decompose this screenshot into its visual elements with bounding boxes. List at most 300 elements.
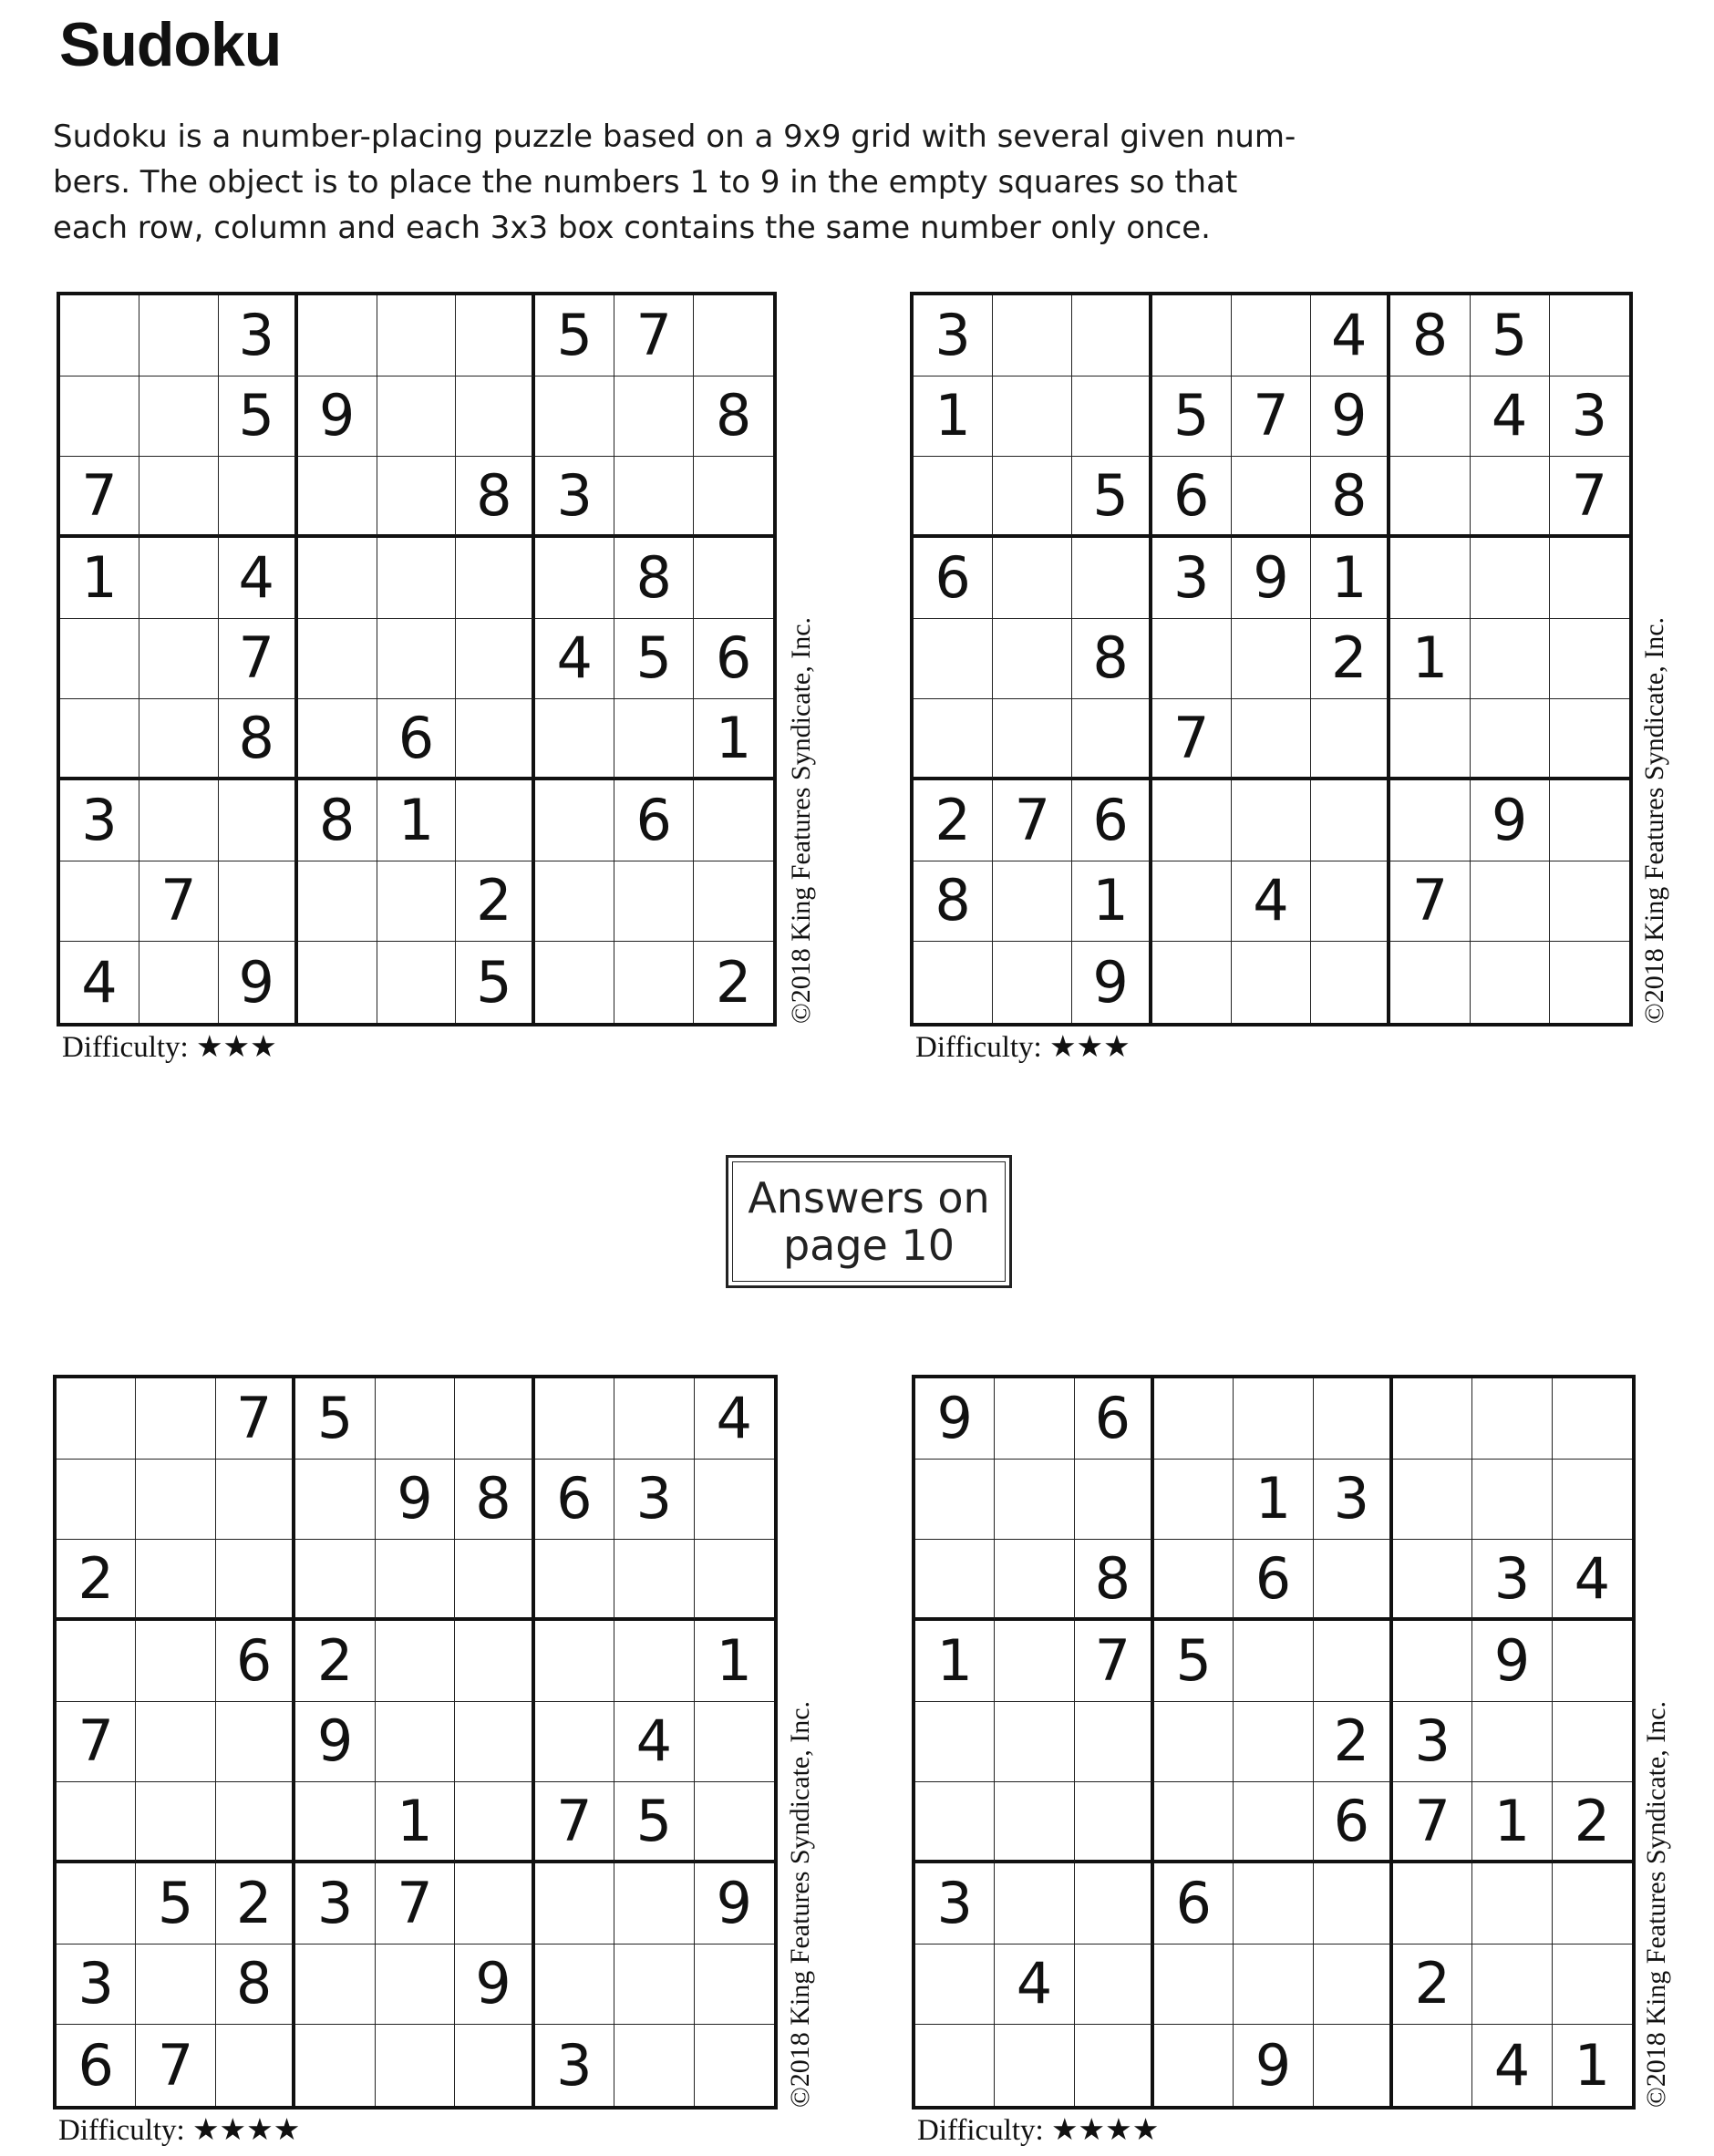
empty-cell[interactable] bbox=[139, 699, 219, 780]
empty-cell[interactable] bbox=[1154, 1540, 1234, 1621]
empty-cell[interactable] bbox=[1472, 1863, 1552, 1945]
empty-cell[interactable] bbox=[216, 1460, 295, 1541]
empty-cell[interactable] bbox=[614, 861, 694, 943]
empty-cell[interactable] bbox=[695, 1782, 774, 1863]
given-cell: 4 bbox=[535, 619, 614, 700]
given-cell: 2 bbox=[57, 1540, 136, 1621]
empty-cell[interactable] bbox=[1072, 538, 1151, 619]
empty-cell[interactable] bbox=[1472, 1945, 1552, 2026]
given-cell: 3 bbox=[1314, 1460, 1393, 1541]
empty-cell[interactable] bbox=[695, 1945, 774, 2026]
empty-cell[interactable] bbox=[995, 2025, 1074, 2106]
empty-cell[interactable] bbox=[377, 861, 457, 943]
given-cell: 4 bbox=[60, 942, 139, 1023]
empty-cell[interactable] bbox=[694, 295, 773, 377]
empty-cell[interactable] bbox=[1234, 1702, 1313, 1783]
empty-cell[interactable] bbox=[216, 1540, 295, 1621]
difficulty-label: Difficulty: ★★★★ bbox=[58, 2114, 301, 2147]
difficulty-label: Difficulty: ★★★ bbox=[915, 1031, 1131, 1064]
empty-cell[interactable] bbox=[295, 1945, 375, 2026]
empty-cell[interactable] bbox=[1154, 1460, 1234, 1541]
empty-cell[interactable] bbox=[136, 1621, 215, 1702]
empty-cell[interactable] bbox=[1072, 699, 1151, 780]
empty-cell[interactable] bbox=[1550, 538, 1629, 619]
given-cell: 5 bbox=[535, 295, 614, 377]
given-cell: 1 bbox=[376, 1782, 455, 1863]
given-cell: 5 bbox=[614, 1782, 694, 1863]
empty-cell[interactable] bbox=[1154, 1702, 1234, 1783]
empty-cell[interactable] bbox=[139, 619, 219, 700]
empty-cell[interactable] bbox=[995, 1460, 1074, 1541]
empty-cell[interactable] bbox=[915, 1540, 995, 1621]
empty-cell[interactable] bbox=[1553, 1863, 1632, 1945]
empty-cell[interactable] bbox=[1553, 1945, 1632, 2026]
empty-cell[interactable] bbox=[1234, 1863, 1313, 1945]
empty-cell[interactable] bbox=[455, 1702, 534, 1783]
sudoku-puzzle-3 bbox=[53, 1375, 778, 2150]
empty-cell[interactable] bbox=[1393, 1378, 1472, 1460]
given-cell: 6 bbox=[1234, 1540, 1313, 1621]
empty-cell[interactable] bbox=[295, 1540, 375, 1621]
empty-cell[interactable] bbox=[1471, 861, 1550, 943]
empty-cell[interactable] bbox=[535, 780, 614, 861]
empty-cell[interactable] bbox=[1232, 457, 1311, 538]
empty-cell[interactable] bbox=[1075, 1863, 1154, 1945]
empty-cell[interactable] bbox=[139, 295, 219, 377]
empty-cell[interactable] bbox=[456, 780, 535, 861]
empty-cell[interactable] bbox=[1471, 538, 1550, 619]
given-cell: 7 bbox=[136, 2025, 215, 2106]
empty-cell[interactable] bbox=[1393, 1460, 1472, 1541]
empty-cell[interactable] bbox=[455, 2025, 534, 2106]
empty-cell[interactable] bbox=[1390, 538, 1470, 619]
empty-cell[interactable] bbox=[219, 780, 298, 861]
empty-cell[interactable] bbox=[377, 538, 457, 619]
empty-cell[interactable] bbox=[1154, 2025, 1234, 2106]
given-cell: 8 bbox=[456, 457, 535, 538]
empty-cell[interactable] bbox=[1390, 377, 1470, 458]
given-cell: 1 bbox=[915, 1621, 995, 1702]
empty-cell[interactable] bbox=[455, 1378, 534, 1460]
empty-cell[interactable] bbox=[993, 538, 1072, 619]
empty-cell[interactable] bbox=[60, 377, 139, 458]
sudoku-grid bbox=[912, 1375, 1636, 2110]
given-cell: 7 bbox=[216, 1378, 295, 1460]
empty-cell[interactable] bbox=[377, 457, 457, 538]
given-cell: 7 bbox=[1075, 1621, 1154, 1702]
empty-cell[interactable] bbox=[1553, 1378, 1632, 1460]
empty-cell[interactable] bbox=[915, 2025, 995, 2106]
empty-cell[interactable] bbox=[136, 1945, 215, 2026]
empty-cell[interactable] bbox=[1550, 619, 1629, 700]
sudoku-puzzle-2 bbox=[910, 292, 1633, 1064]
empty-cell[interactable] bbox=[298, 942, 377, 1023]
empty-cell[interactable] bbox=[216, 1782, 295, 1863]
empty-cell[interactable] bbox=[1311, 780, 1390, 861]
empty-cell[interactable] bbox=[1471, 942, 1550, 1023]
given-cell: 2 bbox=[1393, 1945, 1472, 2026]
empty-cell[interactable] bbox=[1232, 942, 1311, 1023]
empty-cell[interactable] bbox=[377, 619, 457, 700]
empty-cell[interactable] bbox=[1234, 1378, 1313, 1460]
empty-cell[interactable] bbox=[376, 1945, 455, 2026]
empty-cell[interactable] bbox=[995, 1378, 1074, 1460]
empty-cell[interactable] bbox=[298, 295, 377, 377]
empty-cell[interactable] bbox=[535, 538, 614, 619]
empty-cell[interactable] bbox=[136, 1702, 215, 1783]
empty-cell[interactable] bbox=[456, 619, 535, 700]
empty-cell[interactable] bbox=[614, 2025, 694, 2106]
empty-cell[interactable] bbox=[1075, 1460, 1154, 1541]
empty-cell[interactable] bbox=[694, 457, 773, 538]
difficulty-label: Difficulty: ★★★ bbox=[62, 1031, 277, 1064]
given-cell: 2 bbox=[914, 780, 993, 861]
empty-cell[interactable] bbox=[1553, 1621, 1632, 1702]
empty-cell[interactable] bbox=[57, 1460, 136, 1541]
empty-cell[interactable] bbox=[219, 861, 298, 943]
given-cell: 2 bbox=[216, 1863, 295, 1945]
empty-cell[interactable] bbox=[1075, 1782, 1154, 1863]
empty-cell[interactable] bbox=[376, 1378, 455, 1460]
empty-cell[interactable] bbox=[295, 1782, 375, 1863]
given-cell: 3 bbox=[1152, 538, 1232, 619]
empty-cell[interactable] bbox=[376, 1702, 455, 1783]
empty-cell[interactable] bbox=[694, 861, 773, 943]
intro-line: Sudoku is a number-placing puzzle based on a 9x9 grid with several given num- bbox=[53, 119, 1296, 155]
empty-cell[interactable] bbox=[1154, 1378, 1234, 1460]
answers-note-text bbox=[732, 1161, 1006, 1282]
empty-cell[interactable] bbox=[1393, 2025, 1472, 2106]
empty-cell[interactable] bbox=[1550, 295, 1629, 377]
answers-note-line: page 10 bbox=[782, 1221, 955, 1270]
given-cell: 7 bbox=[1390, 861, 1470, 943]
empty-cell[interactable] bbox=[535, 942, 614, 1023]
empty-cell[interactable] bbox=[377, 295, 457, 377]
empty-cell[interactable] bbox=[455, 1540, 534, 1621]
empty-cell[interactable] bbox=[219, 457, 298, 538]
empty-cell[interactable] bbox=[1471, 619, 1550, 700]
given-cell: 9 bbox=[1471, 780, 1550, 861]
given-cell: 1 bbox=[1234, 1460, 1313, 1541]
empty-cell[interactable] bbox=[535, 377, 614, 458]
empty-cell[interactable] bbox=[1314, 2025, 1393, 2106]
empty-cell[interactable] bbox=[915, 1460, 995, 1541]
empty-cell[interactable] bbox=[1550, 699, 1629, 780]
given-cell: 8 bbox=[1072, 619, 1151, 700]
empty-cell[interactable] bbox=[1471, 699, 1550, 780]
empty-cell[interactable] bbox=[139, 538, 219, 619]
copyright-notice: ©2018 King Features Syndicate, Inc. bbox=[1639, 616, 1669, 1024]
empty-cell[interactable] bbox=[535, 1863, 614, 1945]
empty-cell[interactable] bbox=[535, 861, 614, 943]
empty-cell[interactable] bbox=[1154, 1782, 1234, 1863]
empty-cell[interactable] bbox=[57, 1621, 136, 1702]
empty-cell[interactable] bbox=[376, 1540, 455, 1621]
empty-cell[interactable] bbox=[535, 699, 614, 780]
given-cell: 7 bbox=[139, 861, 219, 943]
empty-cell[interactable] bbox=[298, 699, 377, 780]
empty-cell[interactable] bbox=[535, 1621, 614, 1702]
empty-cell[interactable] bbox=[455, 1863, 534, 1945]
empty-cell[interactable] bbox=[1314, 1863, 1393, 1945]
empty-cell[interactable] bbox=[695, 1460, 774, 1541]
empty-cell[interactable] bbox=[376, 2025, 455, 2106]
empty-cell[interactable] bbox=[1390, 457, 1470, 538]
empty-cell[interactable] bbox=[216, 1702, 295, 1783]
given-cell: 5 bbox=[295, 1378, 375, 1460]
given-cell: 2 bbox=[1311, 619, 1390, 700]
given-cell: 1 bbox=[695, 1621, 774, 1702]
empty-cell[interactable] bbox=[1390, 942, 1470, 1023]
given-cell: 1 bbox=[60, 538, 139, 619]
given-cell: 3 bbox=[614, 1460, 694, 1541]
empty-cell[interactable] bbox=[1393, 1540, 1472, 1621]
copyright-notice: ©2018 King Features Syndicate, Inc. bbox=[1641, 1700, 1671, 2108]
empty-cell[interactable] bbox=[695, 1540, 774, 1621]
empty-cell[interactable] bbox=[1072, 295, 1151, 377]
given-cell: 9 bbox=[1311, 377, 1390, 458]
empty-cell[interactable] bbox=[614, 942, 694, 1023]
intro-line: each row, column and each 3x3 box contains the same number only once. bbox=[53, 210, 1211, 246]
given-cell: 8 bbox=[614, 538, 694, 619]
empty-cell[interactable] bbox=[1232, 619, 1311, 700]
answers-note-line: Answers on bbox=[748, 1173, 990, 1222]
empty-cell[interactable] bbox=[1234, 1945, 1313, 2026]
empty-cell[interactable] bbox=[614, 1540, 694, 1621]
empty-cell[interactable] bbox=[1152, 780, 1232, 861]
empty-cell[interactable] bbox=[1152, 619, 1232, 700]
empty-cell[interactable] bbox=[1234, 1621, 1313, 1702]
empty-cell[interactable] bbox=[456, 699, 535, 780]
empty-cell[interactable] bbox=[995, 1540, 1074, 1621]
answers-note-box bbox=[726, 1155, 1012, 1288]
given-cell: 8 bbox=[1390, 295, 1470, 377]
empty-cell[interactable] bbox=[60, 619, 139, 700]
empty-cell[interactable] bbox=[535, 1540, 614, 1621]
empty-cell[interactable] bbox=[377, 942, 457, 1023]
empty-cell[interactable] bbox=[915, 1945, 995, 2026]
given-cell: 1 bbox=[1390, 619, 1470, 700]
empty-cell[interactable] bbox=[1393, 1863, 1472, 1945]
empty-cell[interactable] bbox=[1472, 1702, 1552, 1783]
empty-cell[interactable] bbox=[1154, 1945, 1234, 2026]
empty-cell[interactable] bbox=[995, 1782, 1074, 1863]
empty-cell[interactable] bbox=[614, 1863, 694, 1945]
empty-cell[interactable] bbox=[455, 1621, 534, 1702]
empty-cell[interactable] bbox=[535, 1702, 614, 1783]
empty-cell[interactable] bbox=[456, 377, 535, 458]
given-cell: 1 bbox=[1072, 861, 1151, 943]
empty-cell[interactable] bbox=[1472, 1378, 1552, 1460]
empty-cell[interactable] bbox=[993, 861, 1072, 943]
empty-cell[interactable] bbox=[1232, 295, 1311, 377]
empty-cell[interactable] bbox=[614, 699, 694, 780]
empty-cell[interactable] bbox=[914, 942, 993, 1023]
empty-cell[interactable] bbox=[535, 1945, 614, 2026]
given-cell: 4 bbox=[1471, 377, 1550, 458]
empty-cell[interactable] bbox=[456, 538, 535, 619]
given-cell: 3 bbox=[1393, 1702, 1472, 1783]
given-cell: 1 bbox=[914, 377, 993, 458]
given-cell: 6 bbox=[1314, 1782, 1393, 1863]
empty-cell[interactable] bbox=[1311, 942, 1390, 1023]
empty-cell[interactable] bbox=[695, 1702, 774, 1783]
empty-cell[interactable] bbox=[614, 377, 694, 458]
empty-cell[interactable] bbox=[915, 1782, 995, 1863]
empty-cell[interactable] bbox=[57, 1782, 136, 1863]
empty-cell[interactable] bbox=[1234, 1782, 1313, 1863]
empty-cell[interactable] bbox=[298, 861, 377, 943]
empty-cell[interactable] bbox=[914, 619, 993, 700]
given-cell: 7 bbox=[60, 457, 139, 538]
given-cell: 6 bbox=[1072, 780, 1151, 861]
empty-cell[interactable] bbox=[995, 1702, 1074, 1783]
empty-cell[interactable] bbox=[139, 942, 219, 1023]
empty-cell[interactable] bbox=[57, 1378, 136, 1460]
empty-cell[interactable] bbox=[1550, 942, 1629, 1023]
given-cell: 2 bbox=[456, 861, 535, 943]
empty-cell[interactable] bbox=[1550, 861, 1629, 943]
given-cell: 3 bbox=[535, 2025, 614, 2106]
empty-cell[interactable] bbox=[1471, 457, 1550, 538]
empty-cell[interactable] bbox=[139, 377, 219, 458]
given-cell: 1 bbox=[694, 699, 773, 780]
empty-cell[interactable] bbox=[298, 619, 377, 700]
empty-cell[interactable] bbox=[60, 699, 139, 780]
given-cell: 3 bbox=[535, 457, 614, 538]
empty-cell[interactable] bbox=[995, 1621, 1074, 1702]
empty-cell[interactable] bbox=[993, 377, 1072, 458]
empty-cell[interactable] bbox=[614, 457, 694, 538]
empty-cell[interactable] bbox=[376, 1621, 455, 1702]
empty-cell[interactable] bbox=[995, 1863, 1074, 1945]
empty-cell[interactable] bbox=[1314, 1621, 1393, 1702]
empty-cell[interactable] bbox=[1075, 1702, 1154, 1783]
empty-cell[interactable] bbox=[1553, 1702, 1632, 1783]
empty-cell[interactable] bbox=[57, 1863, 136, 1945]
given-cell: 1 bbox=[1472, 1782, 1552, 1863]
given-cell: 6 bbox=[216, 1621, 295, 1702]
empty-cell[interactable] bbox=[377, 377, 457, 458]
given-cell: 3 bbox=[915, 1863, 995, 1945]
empty-cell[interactable] bbox=[139, 457, 219, 538]
given-cell: 7 bbox=[219, 619, 298, 700]
empty-cell[interactable] bbox=[295, 1460, 375, 1541]
given-cell: 8 bbox=[455, 1460, 534, 1541]
empty-cell[interactable] bbox=[993, 457, 1072, 538]
given-cell: 7 bbox=[1393, 1782, 1472, 1863]
empty-cell[interactable] bbox=[1550, 780, 1629, 861]
empty-cell[interactable] bbox=[1075, 1945, 1154, 2026]
given-cell: 7 bbox=[1550, 457, 1629, 538]
empty-cell[interactable] bbox=[1472, 1460, 1552, 1541]
empty-cell[interactable] bbox=[1314, 1945, 1393, 2026]
given-cell: 9 bbox=[298, 377, 377, 458]
empty-cell[interactable] bbox=[993, 619, 1072, 700]
empty-cell[interactable] bbox=[694, 538, 773, 619]
given-cell: 8 bbox=[219, 699, 298, 780]
given-cell: 6 bbox=[1152, 457, 1232, 538]
given-cell: 8 bbox=[914, 861, 993, 943]
empty-cell[interactable] bbox=[914, 699, 993, 780]
given-cell: 5 bbox=[219, 377, 298, 458]
empty-cell[interactable] bbox=[298, 457, 377, 538]
empty-cell[interactable] bbox=[295, 2025, 375, 2106]
empty-cell[interactable] bbox=[914, 457, 993, 538]
given-cell: 9 bbox=[695, 1863, 774, 1945]
page-title: Sudoku bbox=[59, 10, 282, 79]
empty-cell[interactable] bbox=[60, 861, 139, 943]
given-cell: 6 bbox=[1154, 1863, 1234, 1945]
given-cell: 8 bbox=[694, 377, 773, 458]
given-cell: 7 bbox=[614, 295, 694, 377]
empty-cell[interactable] bbox=[1075, 2025, 1154, 2106]
empty-cell[interactable] bbox=[1553, 1460, 1632, 1541]
empty-cell[interactable] bbox=[1393, 1621, 1472, 1702]
empty-cell[interactable] bbox=[1232, 780, 1311, 861]
empty-cell[interactable] bbox=[136, 1378, 215, 1460]
empty-cell[interactable] bbox=[614, 1621, 694, 1702]
empty-cell[interactable] bbox=[1314, 1378, 1393, 1460]
intro-text bbox=[53, 114, 1366, 251]
given-cell: 9 bbox=[455, 1945, 534, 2026]
empty-cell[interactable] bbox=[136, 1540, 215, 1621]
given-cell: 6 bbox=[535, 1460, 614, 1541]
given-cell: 1 bbox=[1311, 538, 1390, 619]
empty-cell[interactable] bbox=[1152, 295, 1232, 377]
given-cell: 3 bbox=[914, 295, 993, 377]
empty-cell[interactable] bbox=[915, 1702, 995, 1783]
empty-cell[interactable] bbox=[456, 295, 535, 377]
empty-cell[interactable] bbox=[139, 780, 219, 861]
given-cell: 4 bbox=[995, 1945, 1074, 2026]
given-cell: 9 bbox=[219, 942, 298, 1023]
given-cell: 8 bbox=[1075, 1540, 1154, 1621]
empty-cell[interactable] bbox=[60, 295, 139, 377]
given-cell: 5 bbox=[1152, 377, 1232, 458]
empty-cell[interactable] bbox=[695, 2025, 774, 2106]
empty-cell[interactable] bbox=[216, 2025, 295, 2106]
given-cell: 3 bbox=[219, 295, 298, 377]
empty-cell[interactable] bbox=[1311, 699, 1390, 780]
empty-cell[interactable] bbox=[298, 538, 377, 619]
empty-cell[interactable] bbox=[1314, 1540, 1393, 1621]
empty-cell[interactable] bbox=[993, 699, 1072, 780]
empty-cell[interactable] bbox=[1390, 780, 1470, 861]
empty-cell[interactable] bbox=[1232, 699, 1311, 780]
empty-cell[interactable] bbox=[455, 1782, 534, 1863]
empty-cell[interactable] bbox=[694, 780, 773, 861]
empty-cell[interactable] bbox=[614, 1378, 694, 1460]
difficulty-label: Difficulty: ★★★★ bbox=[917, 2114, 1160, 2147]
empty-cell[interactable] bbox=[1152, 942, 1232, 1023]
empty-cell[interactable] bbox=[1311, 861, 1390, 943]
given-cell: 4 bbox=[1232, 861, 1311, 943]
empty-cell[interactable] bbox=[1072, 377, 1151, 458]
empty-cell[interactable] bbox=[136, 1782, 215, 1863]
given-cell: 9 bbox=[1232, 538, 1311, 619]
empty-cell[interactable] bbox=[993, 295, 1072, 377]
given-cell: 7 bbox=[376, 1863, 455, 1945]
empty-cell[interactable] bbox=[614, 1945, 694, 2026]
given-cell: 3 bbox=[1472, 1540, 1552, 1621]
empty-cell[interactable] bbox=[136, 1460, 215, 1541]
empty-cell[interactable] bbox=[1152, 861, 1232, 943]
empty-cell[interactable] bbox=[535, 1378, 614, 1460]
empty-cell[interactable] bbox=[1390, 699, 1470, 780]
empty-cell[interactable] bbox=[993, 942, 1072, 1023]
given-cell: 7 bbox=[1232, 377, 1311, 458]
